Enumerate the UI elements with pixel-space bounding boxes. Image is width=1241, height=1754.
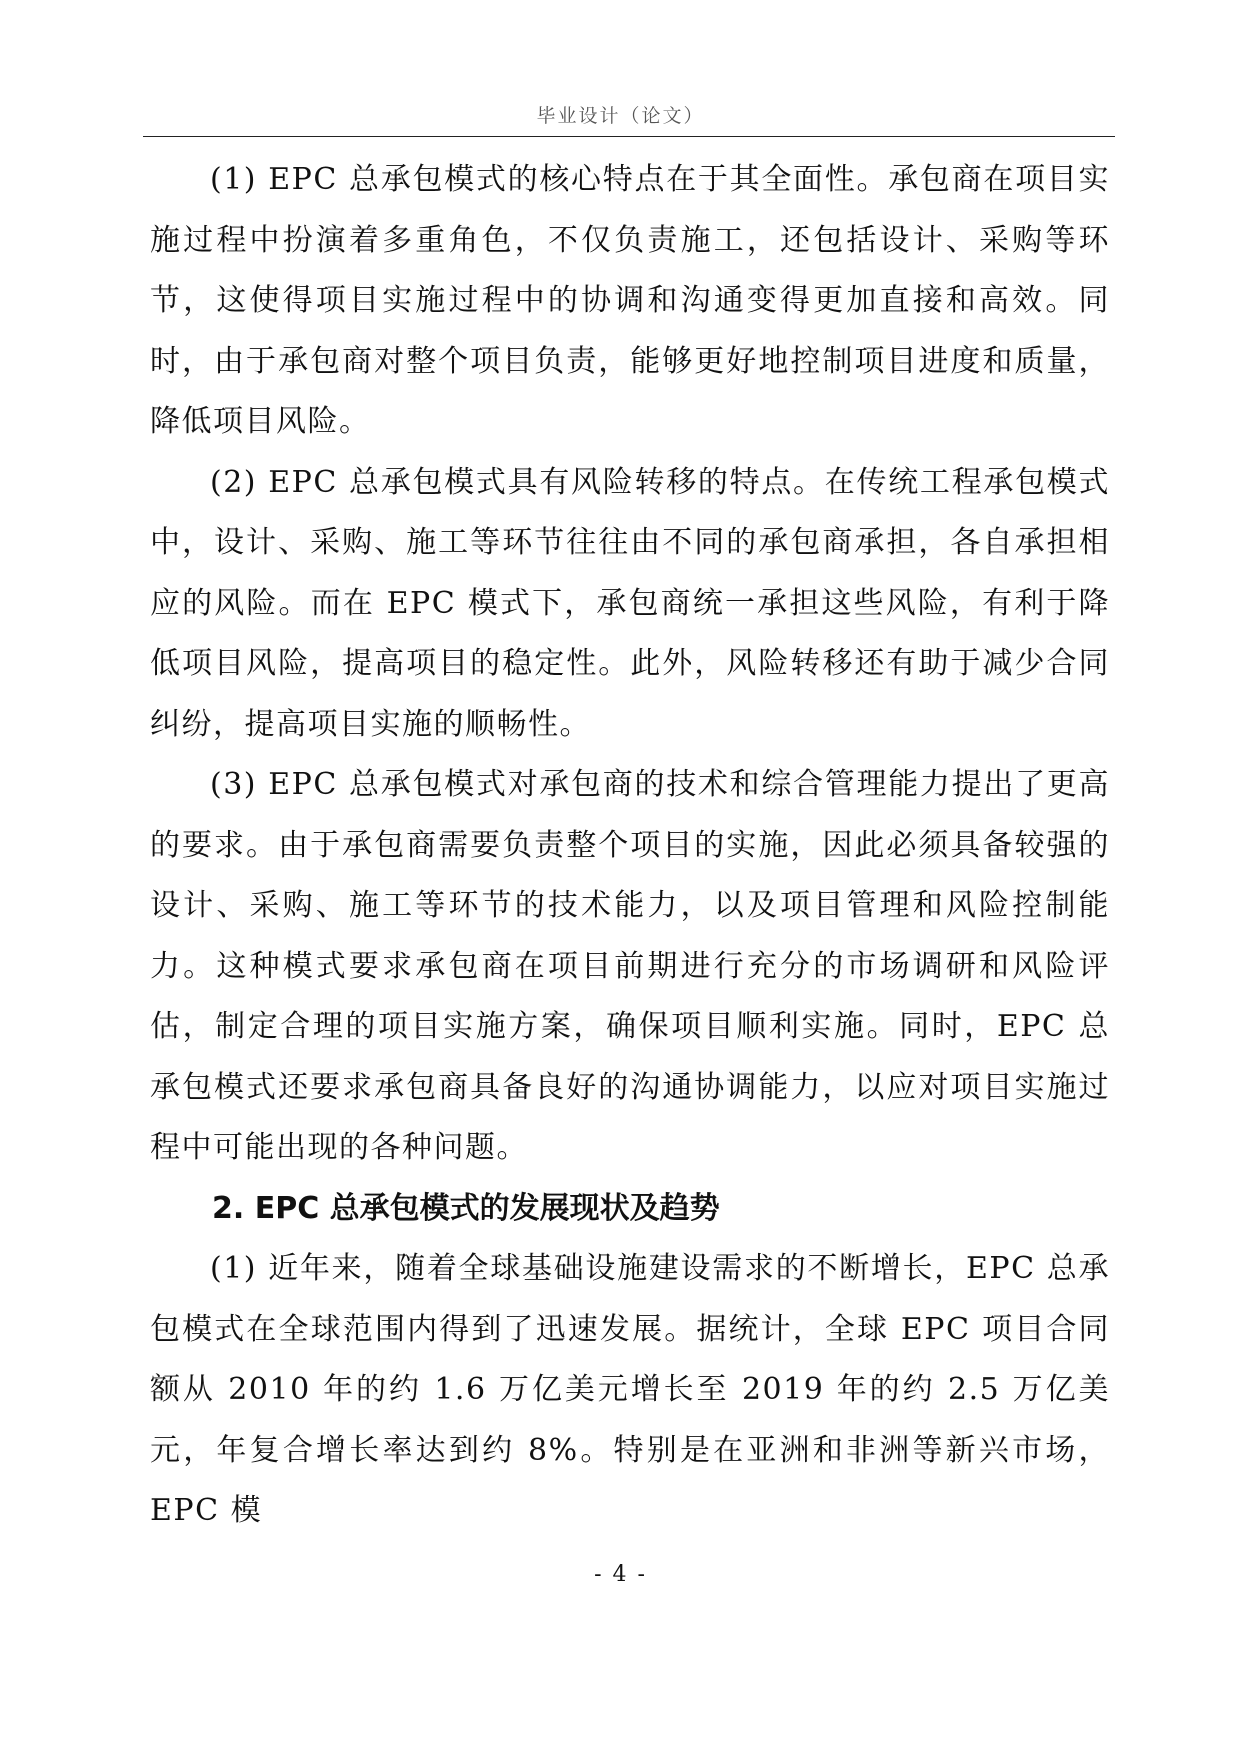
page-number: - 4 - [594,1562,647,1587]
paragraph-1: (1) EPC 总承包模式的核心特点在于其全面性。承包商在项目实施过程中扮演着多重角色，不仅负责施工，还包括设计、采购等环节，这使得项目实施过程中的协调和沟通变得更加直接和高效。同时，由于承包商对整个项目负责，能够更好地控制项目进度和质量，降低项目风险。 [150,162,1110,439]
running-header: 毕业设计（论文） [536,105,705,127]
body-text [150,150,1110,1542]
section-heading: 2. EPC 总承包模式的发展现状及趋势 [212,1190,720,1226]
header-rule [143,136,1115,137]
paragraph-2: (2) EPC 总承包模式具有风险转移的特点。在传统工程承包模式中，设计、采购、施工等环节往往由不同的承包商承担，各自承担相应的风险。而在 EPC 模式下，承包商统一承担这些风险，有利于降低项目风险，提高项目的稳定性。此外，风险转移还有助于减少合同纠纷，提高项目实施的顺畅性。 [150,464,1110,742]
paragraph-3: (3) EPC 总承包模式对承包商的技术和综合管理能力提出了更高的要求。由于承包商需要负责整个项目的实施，因此必须具备较强的设计、采购、施工等环节的技术能力，以及项目管理和风险控制能力。这种模式要求承包商在项目前期进行充分的市场调研和风险评估，制定合理的项目实施方案，确保项目顺利实施。同时，EPC 总承包模式还要求承包商具备良好的沟通协调能力，以应对项目实施过程中可能出现的各种问题。 [150,767,1110,1165]
paragraph-4: (1) 近年来，随着全球基础设施建设需求的不断增长，EPC 总承包模式在全球范围内得到了迅速发展。据统计，全球 EPC 项目合同额从 2010 年的约 1.6 万亿美元增长至 2019 年的约 2.5 万亿美元，年复合增长率达到约 8%。特别是在亚洲和非洲等新兴市场，EPC 模 [150,1251,1110,1528]
